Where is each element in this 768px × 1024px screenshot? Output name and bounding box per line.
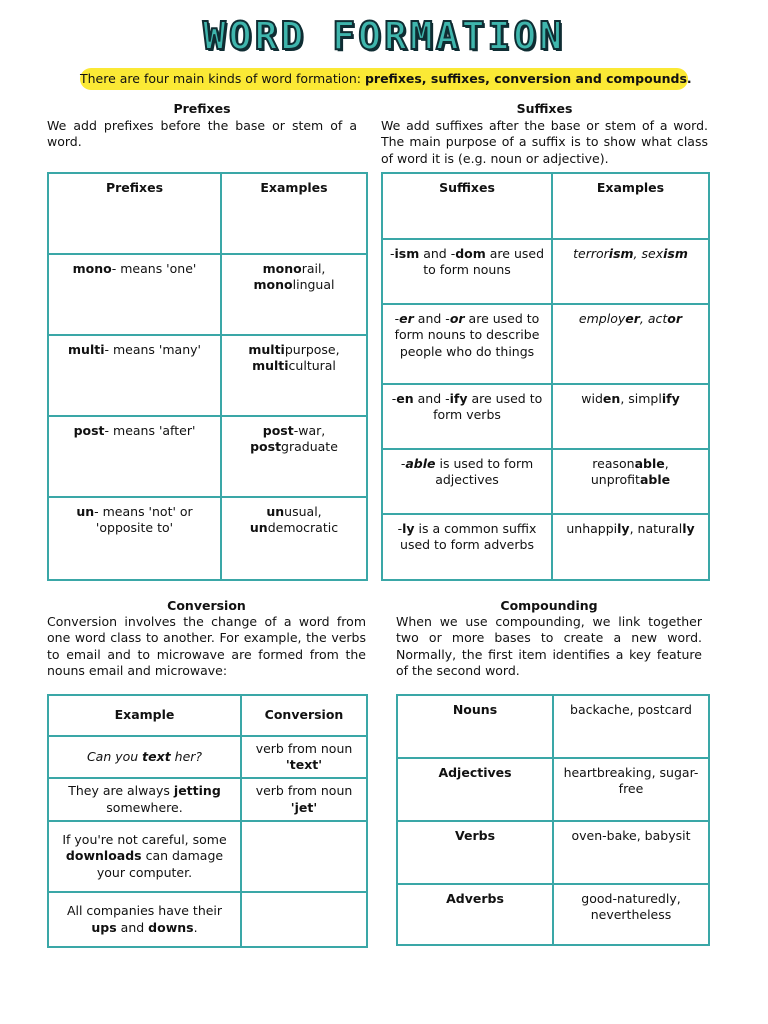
conversion-cell: verb from noun 'text' xyxy=(241,736,367,778)
example-cell: employer, actor xyxy=(552,304,709,384)
example-cell: terrorism, sexism xyxy=(552,239,709,304)
conversion-heading: Conversion xyxy=(167,598,246,613)
example-cell: widen, simplify xyxy=(552,384,709,449)
example-cell: unhappily, naturally xyxy=(552,514,709,580)
table-row xyxy=(397,695,709,758)
table-row xyxy=(48,821,367,892)
banner-highlight: prefixes, suffixes, conversion and compounds. xyxy=(364,71,692,86)
table-row xyxy=(397,884,709,945)
example-cell: good-naturedly, nevertheless xyxy=(553,884,709,945)
suffix-cell: -ism and -dom are used to form nouns xyxy=(382,239,552,304)
table-row xyxy=(382,304,709,384)
prefix-cell: post- means 'after' xyxy=(48,416,221,497)
conversion-table xyxy=(47,694,368,948)
table-header-row xyxy=(382,173,709,239)
prefixes-heading: Prefixes xyxy=(173,101,231,116)
prefixes-description: We add prefixes before the base or stem of a word. xyxy=(47,118,357,150)
compounding-heading: Compounding xyxy=(500,598,598,613)
suffixes-description: We add suffixes after the base or stem of a word. The main purpose of a suffix is to show what class of word it is (e.g. noun or adjective). xyxy=(381,118,708,166)
prefix-cell: mono- means 'one' xyxy=(48,254,221,335)
suffix-cell: -er and -or are used to form nouns to describe people who do things xyxy=(382,304,552,384)
compounding-table xyxy=(396,694,710,946)
example-cell: All companies have their ups and downs. xyxy=(48,892,241,947)
example-cell: heartbreaking, sugar-free xyxy=(553,758,709,821)
conversion-cell xyxy=(241,821,367,892)
table-header-row xyxy=(48,695,367,736)
example-cell: monorail, monolingual xyxy=(221,254,367,335)
example-cell: reasonable, unprofitable xyxy=(552,449,709,514)
page-title: WORD FORMATION xyxy=(202,14,566,58)
table-row xyxy=(48,736,367,778)
table-header-row xyxy=(48,173,367,254)
example-cell: oven-bake, babysit xyxy=(553,821,709,884)
table-row xyxy=(397,758,709,821)
suffix-cell: -able is used to form adjectives xyxy=(382,449,552,514)
page-header xyxy=(0,14,768,58)
table-row xyxy=(48,778,367,821)
suffixes-table xyxy=(381,172,710,581)
table-row xyxy=(48,497,367,580)
table-row xyxy=(382,449,709,514)
suffix-cell: -ly is a common suffix used to form adverbs xyxy=(382,514,552,580)
prefix-cell: un- means 'not' or 'opposite to' xyxy=(48,497,221,580)
word-type-cell: Adverbs xyxy=(397,884,553,945)
column-header: Examples xyxy=(552,173,709,239)
example-cell: Can you text her? xyxy=(48,736,241,778)
word-type-cell: Nouns xyxy=(397,695,553,758)
table-row xyxy=(48,892,367,947)
table-row xyxy=(48,335,367,416)
conversion-description: Conversion involves the change of a word from one word class to another. For example, the verbs to email and to microwave are formed from the nouns email and microwave: xyxy=(47,614,366,678)
column-header: Conversion xyxy=(241,695,367,736)
word-type-cell: Adjectives xyxy=(397,758,553,821)
table-row xyxy=(382,514,709,580)
suffixes-heading: Suffixes xyxy=(516,101,573,116)
table-row xyxy=(48,416,367,497)
conversion-cell xyxy=(241,892,367,947)
conversion-cell: verb from noun 'jet' xyxy=(241,778,367,821)
banner-text: There are four main kinds of word formation: xyxy=(80,71,365,86)
compounding-description: When we use compounding, we link together two or more bases to create a new word. Normally, the first item identifies a key feature of the second word. xyxy=(396,614,702,678)
column-header: Examples xyxy=(221,173,367,254)
intro-banner xyxy=(80,68,692,90)
example-cell: If you're not careful, some downloads can damage your computer. xyxy=(48,821,241,892)
prefixes-table xyxy=(47,172,368,581)
column-header: Suffixes xyxy=(382,173,552,239)
column-header: Example xyxy=(48,695,241,736)
prefix-cell: multi- means 'many' xyxy=(48,335,221,416)
example-cell: multipurpose, multicultural xyxy=(221,335,367,416)
table-row xyxy=(48,254,367,335)
example-cell: unusual, undemocratic xyxy=(221,497,367,580)
column-header: Prefixes xyxy=(48,173,221,254)
suffix-cell: -en and -ify are used to form verbs xyxy=(382,384,552,449)
table-row xyxy=(382,384,709,449)
table-row xyxy=(382,239,709,304)
example-cell: backache, postcard xyxy=(553,695,709,758)
example-cell: They are always jetting somewhere. xyxy=(48,778,241,821)
example-cell: post-war, postgraduate xyxy=(221,416,367,497)
word-type-cell: Verbs xyxy=(397,821,553,884)
table-row xyxy=(397,821,709,884)
